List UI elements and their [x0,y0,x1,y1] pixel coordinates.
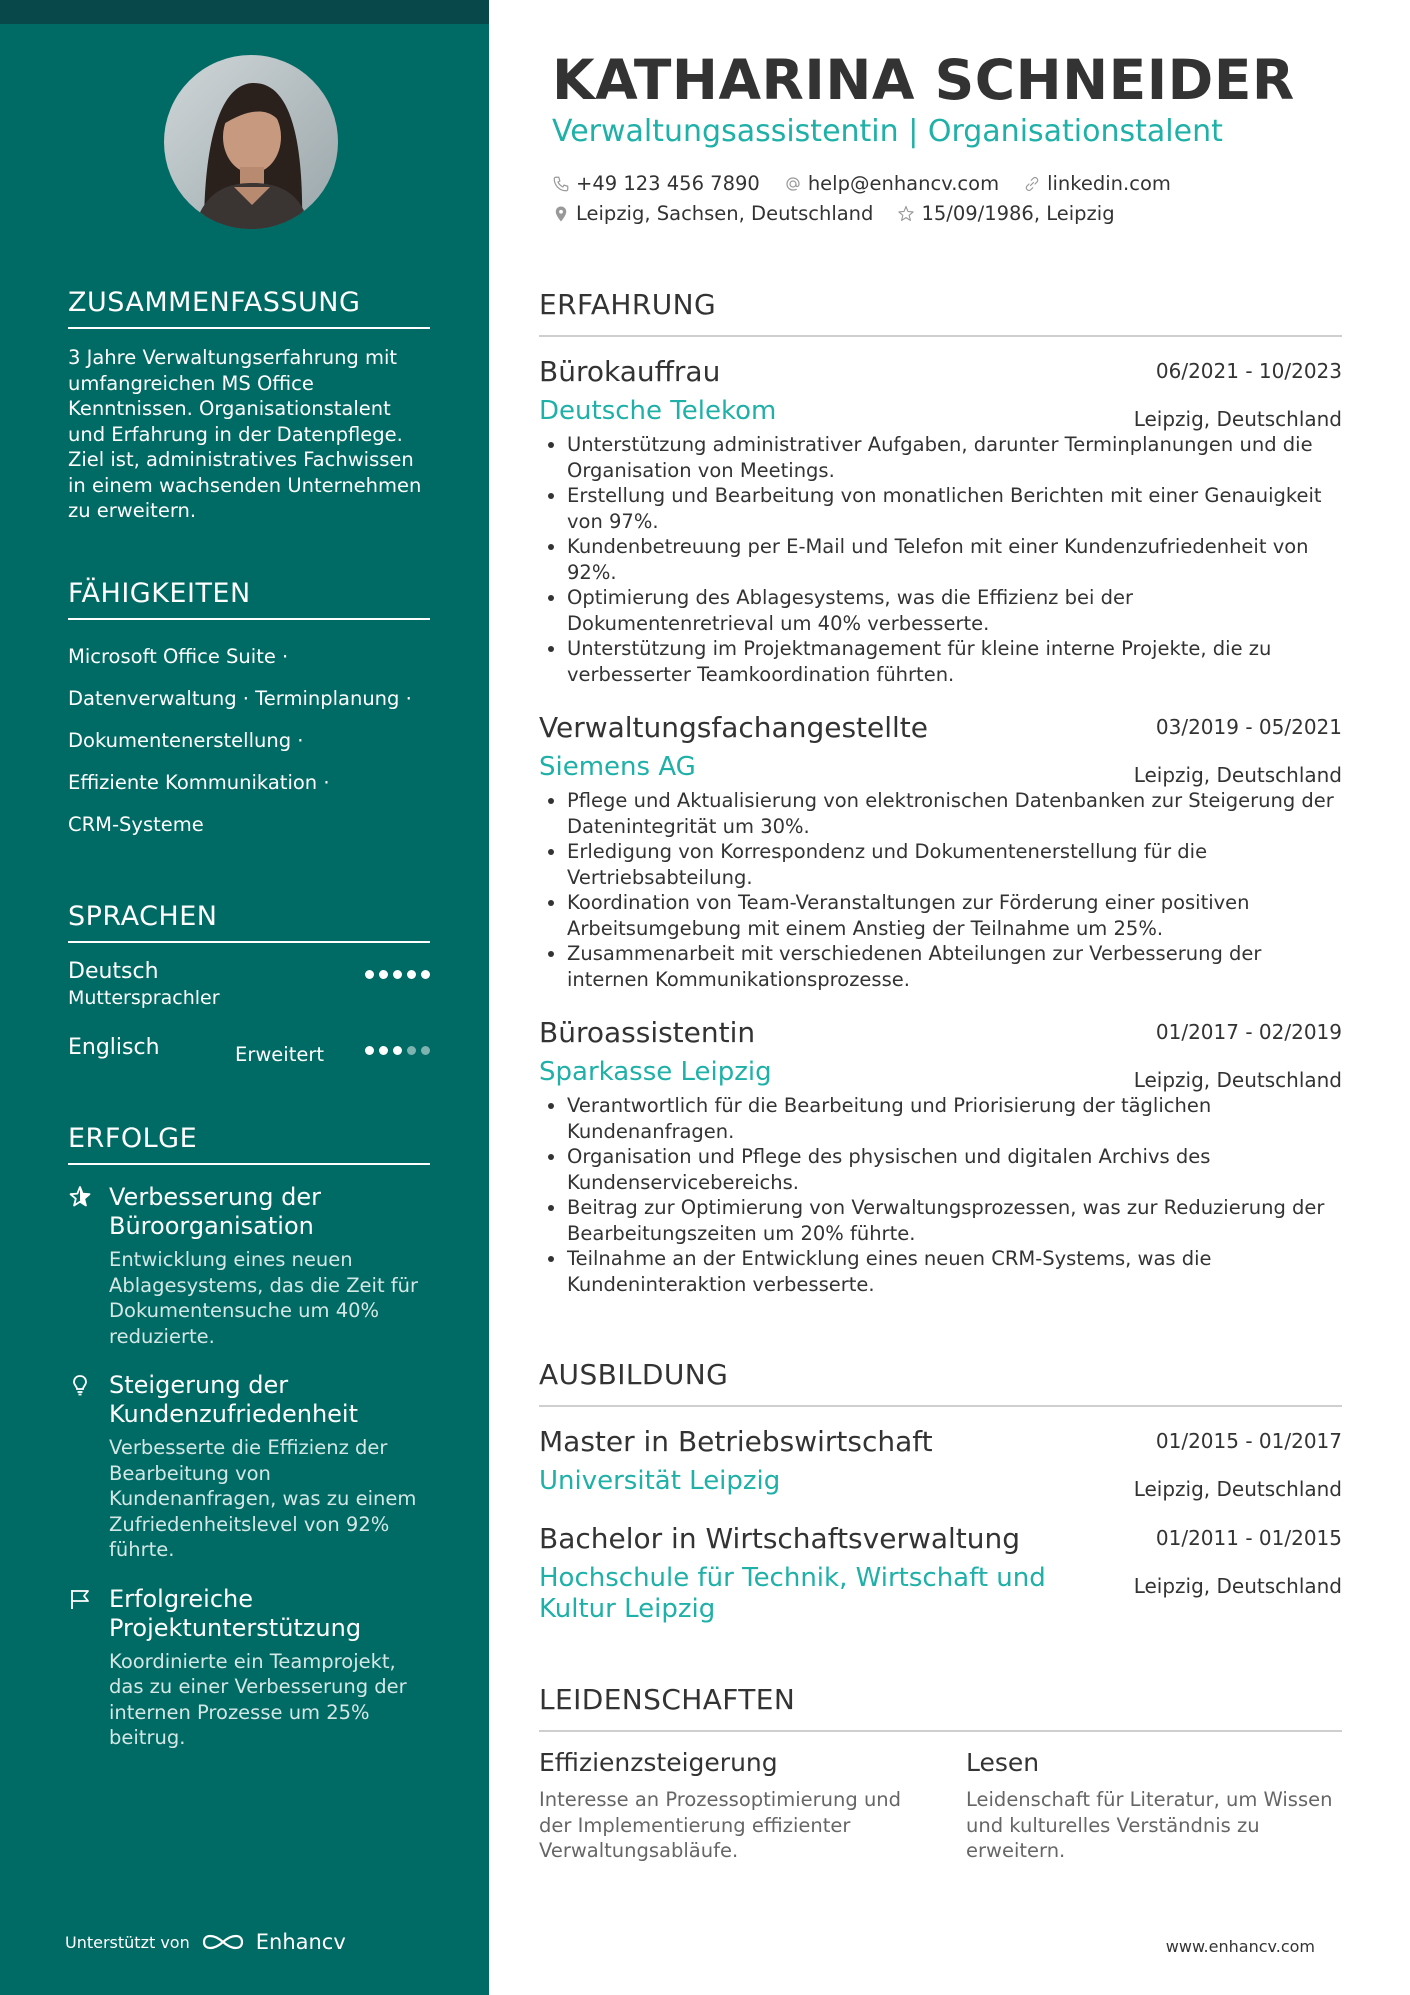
contact-row [552,202,1115,225]
experience-section [539,288,1342,1297]
job-entry [539,355,1342,687]
passion-item [539,1748,939,1864]
job-bullet: • Verantwortlich für die Bearbeitung und Priorisierung der täglichen Kundenanfragen. [567,1093,1342,1144]
candidate-name: KATHARINA SCHNEIDER [552,48,1295,112]
achievements-section [68,1123,430,1773]
lightbulb-icon [68,1373,92,1397]
contact-email[interactable] [784,172,999,195]
job-location: Leipzig, Deutschland [1133,763,1342,787]
powered-by-label: Unterstützt von [65,1932,190,1952]
job-location: Leipzig, Deutschland [1133,407,1342,431]
rating-dot [421,970,430,979]
skill-item: CRM-Systeme [68,813,204,836]
rating-dot [393,1046,402,1055]
star-outline-icon [897,205,915,223]
birth-text: 15/09/1986, Leipzig [921,202,1115,225]
linkedin-text: linkedin.com [1047,172,1171,195]
passions-section [539,1683,1342,1888]
contact-phone [552,172,760,195]
job-bullet: • Zusammenarbeit mit verschiedenen Abteilungen zur Verbesserung der internen Kommunikationsprozesse. [567,941,1342,992]
language-level: Erweitert [235,1043,325,1066]
passion-item [966,1748,1342,1864]
avatar [164,55,338,229]
job-bullet: • Beitrag zur Optimierung von Verwaltungsprozessen, was zur Reduzierung der Bearbeitungszeiten um 20% führte. [567,1195,1342,1246]
achievement-title: Erfolgreiche Projektunterstützung [109,1584,362,1642]
achievement-item [68,1371,430,1563]
job-title: Bürokauffrau [539,355,721,388]
job-bullet: • Erstellung und Bearbeitung von monatlichen Berichten mit einer Genauigkeit von 97%. [567,483,1342,534]
education-location: Leipzig, Deutschland [1133,1477,1342,1501]
languages-title: SPRACHEN [68,901,430,943]
education-entry [539,1522,1342,1625]
candidate-subtitle: Verwaltungsassistentin | Organisationstalent [552,114,1223,149]
achievements-title: ERFOLGE [68,1123,430,1165]
rating-dot [393,970,402,979]
job-bullet: • Unterstützung im Projektmanagement für kleine interne Projekte, die zu verbesserter Teamkoordination führten. [567,636,1342,687]
job-title: Verwaltungsfachangestellte [539,711,929,744]
job-bullet: • Teilnahme an der Entwicklung eines neuen CRM-Systems, was die Kundeninteraktion verbesserte. [567,1246,1342,1297]
summary-title: ZUSAMMENFASSUNG [68,287,430,329]
language-name: Englisch [68,1035,160,1060]
education-date: 01/2011 - 01/2015 [1155,1526,1342,1550]
job-bullet: • Unterstützung administrativer Aufgaben, darunter Terminplanungen und die Organisation von Meetings. [567,432,1342,483]
rating-dot [365,1046,374,1055]
language-level: Muttersprachler [68,987,220,1009]
job-company: Siemens AG [539,752,696,782]
education-date: 01/2015 - 01/2017 [1155,1429,1342,1453]
sidebar [0,0,489,1995]
education-title: AUSBILDUNG [539,1358,1342,1407]
summary-section [68,287,430,524]
skill-item: Effiziente Kommunikation · [68,771,330,794]
achievement-desc: Entwicklung eines neuen Ablagesystems, das die Zeit für Dokumentensuche um 40% reduzierte. [109,1248,419,1348]
rating-dot [365,970,374,979]
achievement-title: Steigerung der Kundenzufriedenheit [109,1371,358,1428]
job-bullets [539,788,1342,992]
contact-birth [897,202,1114,225]
skill-item: Datenverwaltung · Terminplanung · [68,687,412,710]
passion-title: Lesen [966,1748,1040,1777]
job-bullets [539,1093,1342,1297]
contact-linkedin[interactable] [1023,172,1171,195]
education-entry [539,1425,1342,1501]
powered-by [65,1930,346,1954]
rating-dot [407,1046,416,1055]
at-icon [784,175,802,193]
language-rating [365,970,430,979]
job-title: Büroassistentin [539,1016,756,1049]
job-entry [539,711,1342,992]
education-section [539,1358,1342,1625]
phone-text: +49 123 456 7890 [576,172,760,195]
achievement-desc: Koordinierte ein Teamprojekt, das zu einer Verbesserung der internen Prozesse um 25% beitrug. [109,1649,407,1749]
job-bullets [539,432,1342,687]
skills-title: FÄHIGKEITEN [68,578,430,620]
language-rating [365,1046,430,1055]
passion-desc: Interesse an Prozessoptimierung und der Implementierung effizienter Verwaltungsabläufe. [539,1788,902,1862]
enhancv-logo-icon [200,1930,246,1954]
skills-section [68,578,430,846]
job-bullet: • Erledigung von Korrespondenz und Dokumentenerstellung für die Vertriebsabteilung. [567,839,1342,890]
passions-grid [539,1748,1342,1888]
phone-icon [552,175,570,193]
achievement-title: Verbesserung der Büroorganisation [109,1183,321,1240]
degree: Master in Betriebswirtschaft [539,1425,933,1458]
job-bullet: • Kundenbetreuung per E-Mail und Telefon mit einer Kundenzufriedenheit von 92%. [567,534,1342,585]
skill-item: Dokumentenerstellung · [68,729,304,752]
location-text: Leipzig, Sachsen, Deutschland [576,202,874,225]
language-row [68,959,430,1035]
language-name: Deutsch [68,959,159,984]
achievement-item [68,1585,430,1751]
education-location: Leipzig, Deutschland [1133,1574,1342,1598]
passion-desc: Leidenschaft für Literatur, um Wissen und kulturelles Verständnis zu erweitern. [966,1788,1333,1862]
passions-title: LEIDENSCHAFTEN [539,1683,1342,1732]
job-date: 01/2017 - 02/2019 [1155,1020,1342,1044]
job-bullet: • Pflege und Aktualisierung von elektronischen Datenbanken zur Steigerung der Datenintegrität um 30%. [567,788,1342,839]
job-entry [539,1016,1342,1297]
job-date: 06/2021 - 10/2023 [1155,359,1342,383]
skill-item: Microsoft Office Suite · [68,645,289,668]
email-text: help@enhancv.com [807,172,1000,195]
school: Hochschule für Technik, Wirtschaft und Kultur Leipzig [539,1563,1046,1624]
website-link[interactable]: www.enhancv.com [1165,1937,1315,1956]
sidebar-top-band [0,0,489,24]
job-bullet: • Organisation und Pflege des physischen und digitalen Archivs des Kundenservicebereichs. [567,1144,1342,1195]
rating-dot [379,970,388,979]
job-company: Sparkasse Leipzig [539,1057,772,1087]
link-icon [1023,175,1041,193]
school: Universität Leipzig [539,1466,781,1496]
rating-dot [421,1046,430,1055]
rating-dot [379,1046,388,1055]
job-bullet: • Koordination von Team-Veranstaltungen zur Förderung einer positiven Arbeitsumgebung mit einem Anstieg der Teilnahme um 25%. [567,890,1342,941]
languages-section [68,901,430,1091]
contact-row [552,172,1171,195]
achievement-item [68,1183,430,1349]
rating-dot [407,970,416,979]
location-pin-icon [552,205,570,223]
achievement-desc: Verbesserte die Effizienz der Bearbeitung von Kundenanfragen, was zu einem Zufriedenheitslevel von 92% führte. [109,1436,417,1561]
passion-title: Effizienzsteigerung [539,1748,778,1777]
star-icon [68,1185,92,1209]
flag-icon [68,1587,92,1611]
experience-title: ERFAHRUNG [539,288,1342,337]
contact-location [552,202,873,225]
summary-text: 3 Jahre Verwaltungserfahrung mit umfangreichen MS Office Kenntnissen. Organisationstalent und Erfahrung in der Datenpflege. Ziel ist, administratives Fachwissen in einem wachsenden Unternehmen zu erweitern. [68,346,422,522]
job-bullet: • Optimierung des Ablagesystems, was die Effizienz bei der Dokumentenretrieval um 40% verbesserte. [567,585,1342,636]
job-company: Deutsche Telekom [539,396,777,426]
job-location: Leipzig, Deutschland [1133,1068,1342,1092]
brand-name: Enhancv [255,1930,346,1954]
job-date: 03/2019 - 05/2021 [1155,715,1342,739]
degree: Bachelor in Wirtschaftsverwaltung [539,1522,1021,1555]
language-row [68,1035,430,1091]
